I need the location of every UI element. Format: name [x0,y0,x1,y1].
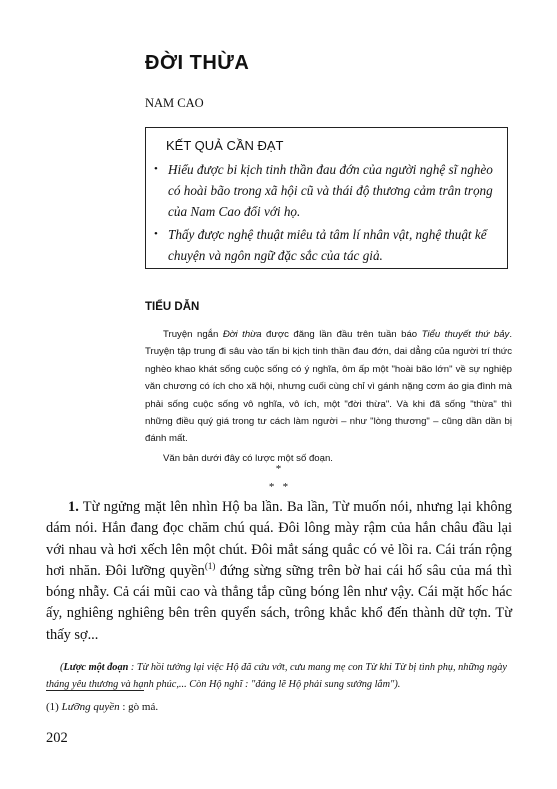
omission-text: : Từ hồi tưởng lại việc Hộ đã cứu vớt, cưu mang mẹ con Từ khi Từ bị tình phụ, những ngày tháng yêu thương và hạnh phúc,... Còn Hộ nghĩ : "đáng lẽ Hộ phải sung sướng lắm"). [46,662,507,690]
learning-goals-box [145,127,508,269]
work-title: Đời thừa [222,329,262,340]
learning-goals-heading: KẾT QUẢ CẦN ĐẠT [166,138,284,153]
learning-goal-item [154,224,493,266]
intro-paragraph [145,326,512,448]
learning-goal-item [154,159,493,222]
separator-star-top: * [275,463,282,475]
page-number: 202 [46,730,68,746]
omission-label: Lược một đoạn [63,662,129,673]
intro-text: Truyện ngắn [163,329,223,340]
footnote-definition: : gò má. [119,701,159,713]
footnote-reference: (1) [204,561,216,572]
intro-heading: TIỂU DẪN [145,301,200,313]
footnote-marker: (1) [46,701,62,713]
learning-goal-text: Thấy được nghệ thuật miêu tả tâm lí nhân vật, nghệ thuật kể chuyện và ngôn ngữ đặc sắc của tác giả. [168,227,487,263]
magazine-title: Tiểu thuyết thứ bảy [421,329,510,340]
intro-section [145,326,512,467]
separator-star-bottom: * * [268,481,289,493]
excerpt-paragraph [46,497,512,646]
page-title: ĐỜI THỪA [145,52,250,74]
omission-note [46,659,512,693]
footnote-divider [46,690,144,691]
excerpt-number: 1. [68,499,79,515]
author-name: NAM CAO [145,96,204,110]
intro-text: được đăng lần đầu trên tuần báo [261,329,422,340]
learning-goal-text: Hiểu được bi kịch tinh thần đau đớn của người nghệ sĩ nghèo có hoài bão trong xã hội cũ và thái độ thương cảm trân trọng của Nam Cao đối với họ. [168,162,493,219]
footnote-term: Lưỡng quyền [61,701,120,713]
learning-goals-list [154,159,493,266]
intro-note: Văn bản dưới đây có lược một số đoạn. [163,452,333,464]
excerpt-text: Từ ngửng mặt lên nhìn Hộ ba lần. Ba lần, Từ muốn nói, nhưng lại không dám nói. Hắn đang đọc chăm chú quá. Đôi lông mày rậm của hắn châu đầu lại với nhau và hơi xếch lên một chút. Đôi mắt sáng quắc có vẻ lồi ra. Cái trán rộng hơi nhăn. Đôi lưỡng quyền [46,499,512,579]
footnote [46,701,158,713]
bullet-icon: • [154,228,158,240]
intro-text: . Truyện tập trung đi sâu vào tấn bi kịch tinh thần đau đớn, dai dẳng của người trí thức nghèo khao khát sống cuộc sống có ý nghĩa, ôm ấp một "hoài bão lớn" về sự nghiệp văn chương có ích cho xã hội, nhưng cuối cùng chỉ vì gánh nặng cơm áo gia đình mà phải sống cuộc sống vô nghĩa, vô ích, một "đời thừa". Và khi đã sống "thừa" thì những điều quý giá trong tư cách làm người – như "lòng thương" – cũng dần dần bị đánh mất. [145,329,512,445]
omission-paren: ( [60,662,64,673]
bullet-icon: • [154,163,158,175]
excerpt-text: đứng sừng sững trên bờ hai cái hố sâu của má thì bóng nhẫy. Cả cái mũi cao và thẳng tắp cũng bóng lên như vậy. Cái mặt hốc hác ấy, nghiêng nghiêng bên trên quyển sách, trông khắc khổ đến thành dữ tợn. Từ thấy sợ... [46,562,512,643]
